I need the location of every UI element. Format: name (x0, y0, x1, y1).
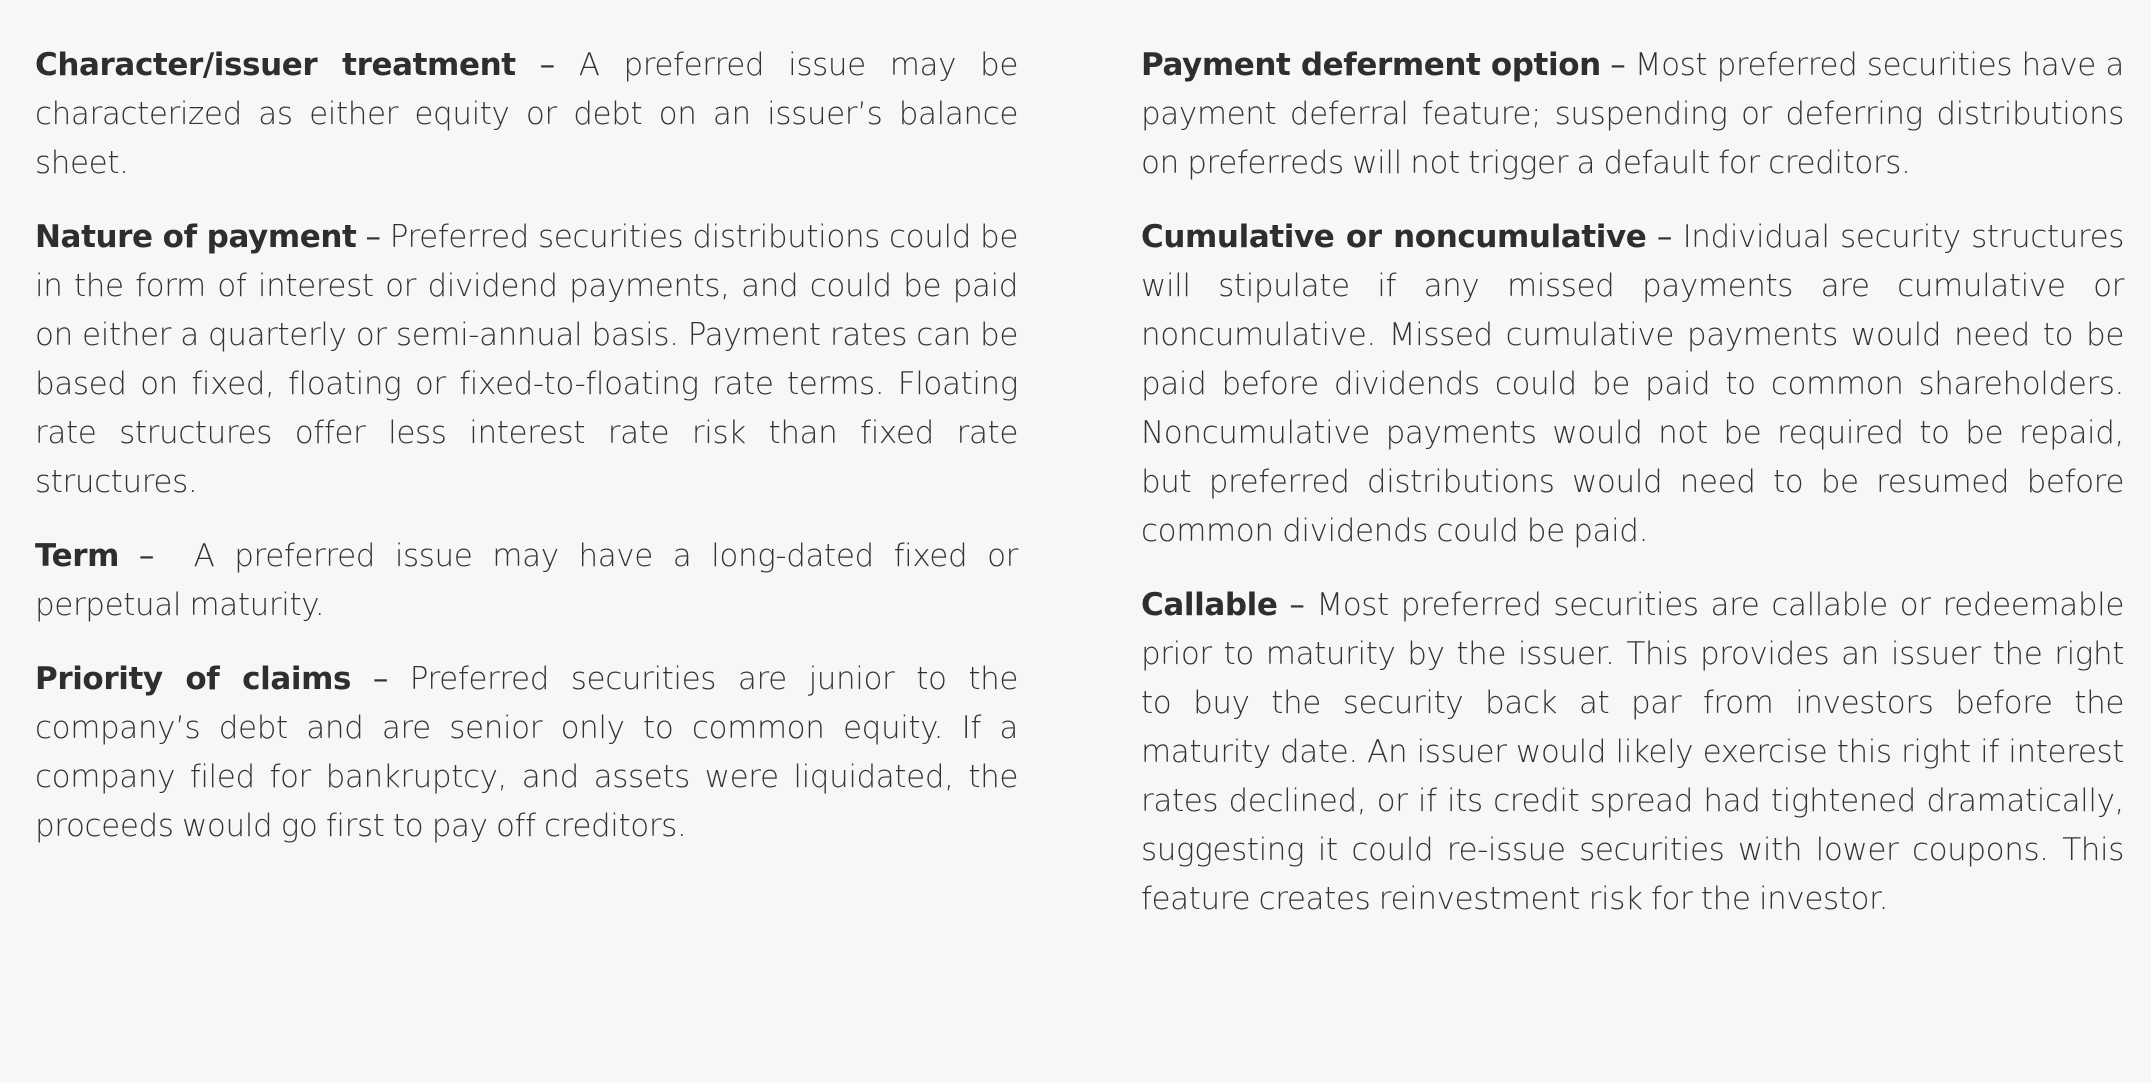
term-label: Payment deferment option (1141, 47, 1601, 83)
term-separator: – (1600, 47, 1635, 83)
definition-text: A preferred issue may be characterized as either equity or debt on an issuer’s balance sheet. (35, 47, 1018, 181)
term-label: Cumulative or noncumulative (1141, 219, 1647, 255)
definition-callable (1141, 581, 2124, 924)
term-separator: – (351, 661, 410, 697)
definition-character-issuer-treatment (35, 41, 1018, 188)
term-label: Priority of claims (35, 661, 352, 697)
definition-nature-of-payment (35, 213, 1018, 507)
term-label: Callable (1141, 587, 1278, 623)
term-separator: – (356, 219, 390, 255)
definition-text: Most preferred securities are callable or redeemable prior to maturity by the issuer. This provides an issuer the right to buy the security back at par from investors before the maturity date. An issuer would likely exercise this right if interest rates declined, or if its credit spread had tightened dramatically, suggesting it could re-issue securities with lower coupons. This feature creates reinvestment risk for the investor. (1141, 587, 2125, 917)
definition-term (35, 532, 1018, 630)
term-separator: – (119, 538, 194, 574)
term-label: Character/issuer treatment (35, 47, 516, 83)
left-column (35, 41, 1018, 876)
definition-text: Individual security structures will stipulate if any missed payments are cumulative or noncumulative. Missed cumulative payments would need to be paid before dividends could be paid to common shareholders. Noncumulative payments would not be required to be repaid, but preferred distributions would need to be resumed before common dividends could be paid. (1141, 219, 2124, 549)
term-separator: – (1646, 219, 1683, 255)
right-column (1141, 41, 2124, 949)
definition-text: Preferred securities distributions could be in the form of interest or dividend payments, and could be paid on either a quarterly or semi-annual basis. Payment rates can be based on fixed, floating or fixed-to-floating rate terms. Floating rate structures offer less interest rate risk than fixed rate structures. (35, 219, 1018, 500)
definition-text: Preferred securities are junior to the company’s debt and are senior only to common equity. If a company filed for bankruptcy, and assets were liquidated, the proceeds would go first to pay off creditors. (35, 661, 1019, 844)
definition-cumulative-or-noncumulative (1141, 213, 2124, 556)
term-separator: – (515, 47, 579, 83)
definition-priority-of-claims (35, 655, 1018, 851)
term-label: Nature of payment (35, 219, 357, 255)
definition-payment-deferment-option (1141, 41, 2124, 188)
term-separator: – (1277, 587, 1317, 623)
definition-text: Most preferred securities have a payment deferral feature; suspending or deferring distributions on preferreds will not trigger a default for creditors. (1141, 47, 2124, 181)
definition-text: A preferred issue may have a long-dated fixed or perpetual maturity. (35, 538, 1018, 623)
term-label: Term (35, 538, 120, 574)
